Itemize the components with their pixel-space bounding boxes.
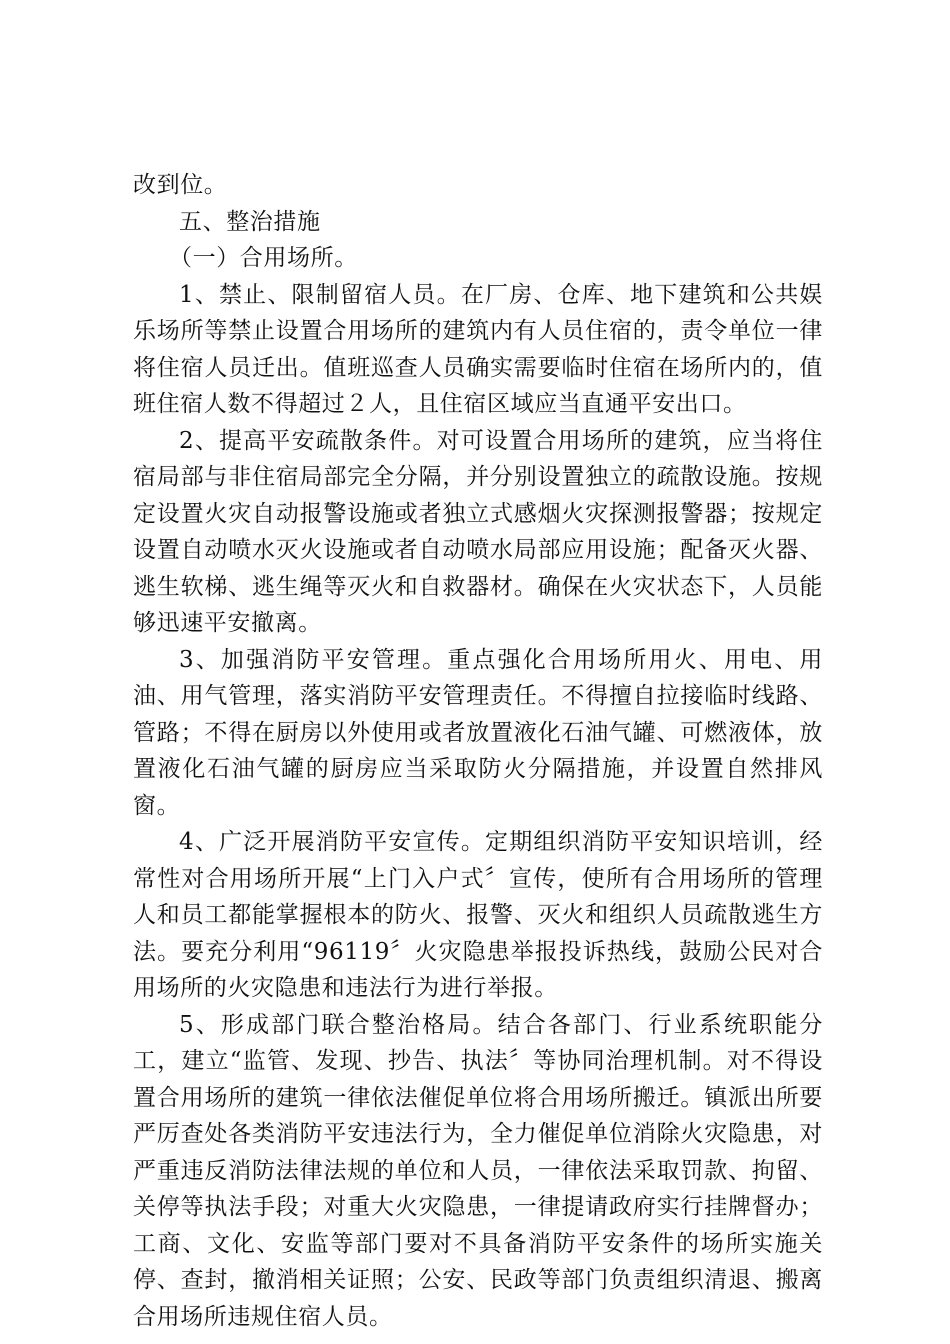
paragraph-4: 4、广泛开展消防平安宣传。定期组织消防平安知识培训，经常性对合用场所开展“上门入户式〞宣传，使所有合用场所的管理人和员工都能掌握根本的防火、报警、灭火和组织人员疏散逃生方法。要充分利用“96119〞火灾隐患举报投诉热线，鼓励公民对合用场所的火灾隐患和违法行为进行举报。 (133, 829, 823, 1001)
paragraph-3: 3、加强消防平安管理。重点强化合用场所用火、用电、用油、用气管理，落实消防平安管理责任。不得擅自拉接临时线路、管路；不得在厨房以外使用或者放置液化石油气罐、可燃液体，放置液化石油气罐的厨房应当采取防火分隔措施，并设置自然排风窗。 (133, 646, 823, 819)
paragraph-2: 2、提高平安疏散条件。对可设置合用场所的建筑，应当将住宿局部与非住宿局部完全分隔，并分别设置独立的疏散设施。按规定设置火灾自动报警设施或者独立式感烟火灾探测报警器；按规定设置自动喷水灭火设施或者自动喷水局部应用设施；配备灭火器、逃生软梯、逃生绳等灭火和自救器材。确保在火灾状态下，人员能够迅速平安撤离。 (133, 427, 823, 636)
paragraph-5: 5、形成部门联合整治格局。结合各部门、行业系统职能分工，建立“监管、发现、抄告、执法〞等协同治理机制。对不得设置合用场所的建筑一律依法催促单位将合用场所搬迁。镇派出所要严厉查处各类消防平安违法行为，全力催促单位消除火灾隐患，对严重违反消防法律法规的单位和人员，一律依法采取罚款、拘留、关停等执法手段；对重大火灾隐患，一律提请政府实行挂牌督办；工商、文化、安监等部门要对不具备消防平安条件的场所实施关停、查封，撤消相关证照；公安、民政等部门负责组织清退、搬离合用场所违规住宿人员。 (133, 1011, 823, 1330)
continuation-line: 改到位。 (133, 172, 228, 198)
sub-heading: （一）合用场所。 (169, 245, 358, 271)
section-heading: 五、整治措施 (179, 208, 321, 235)
document-body (133, 167, 823, 1335)
paragraph-1: 1、禁止、限制留宿人员。在厂房、仓库、地下建筑和公共娱乐场所等禁止设置合用场所的建筑内有人员住宿的，责令单位一律将住宿人员迁出。值班巡查人员确实需要临时住宿在场所内的，值班住宿人数不得超过２人，且住宿区域应当直通平安出口。 (133, 281, 823, 417)
